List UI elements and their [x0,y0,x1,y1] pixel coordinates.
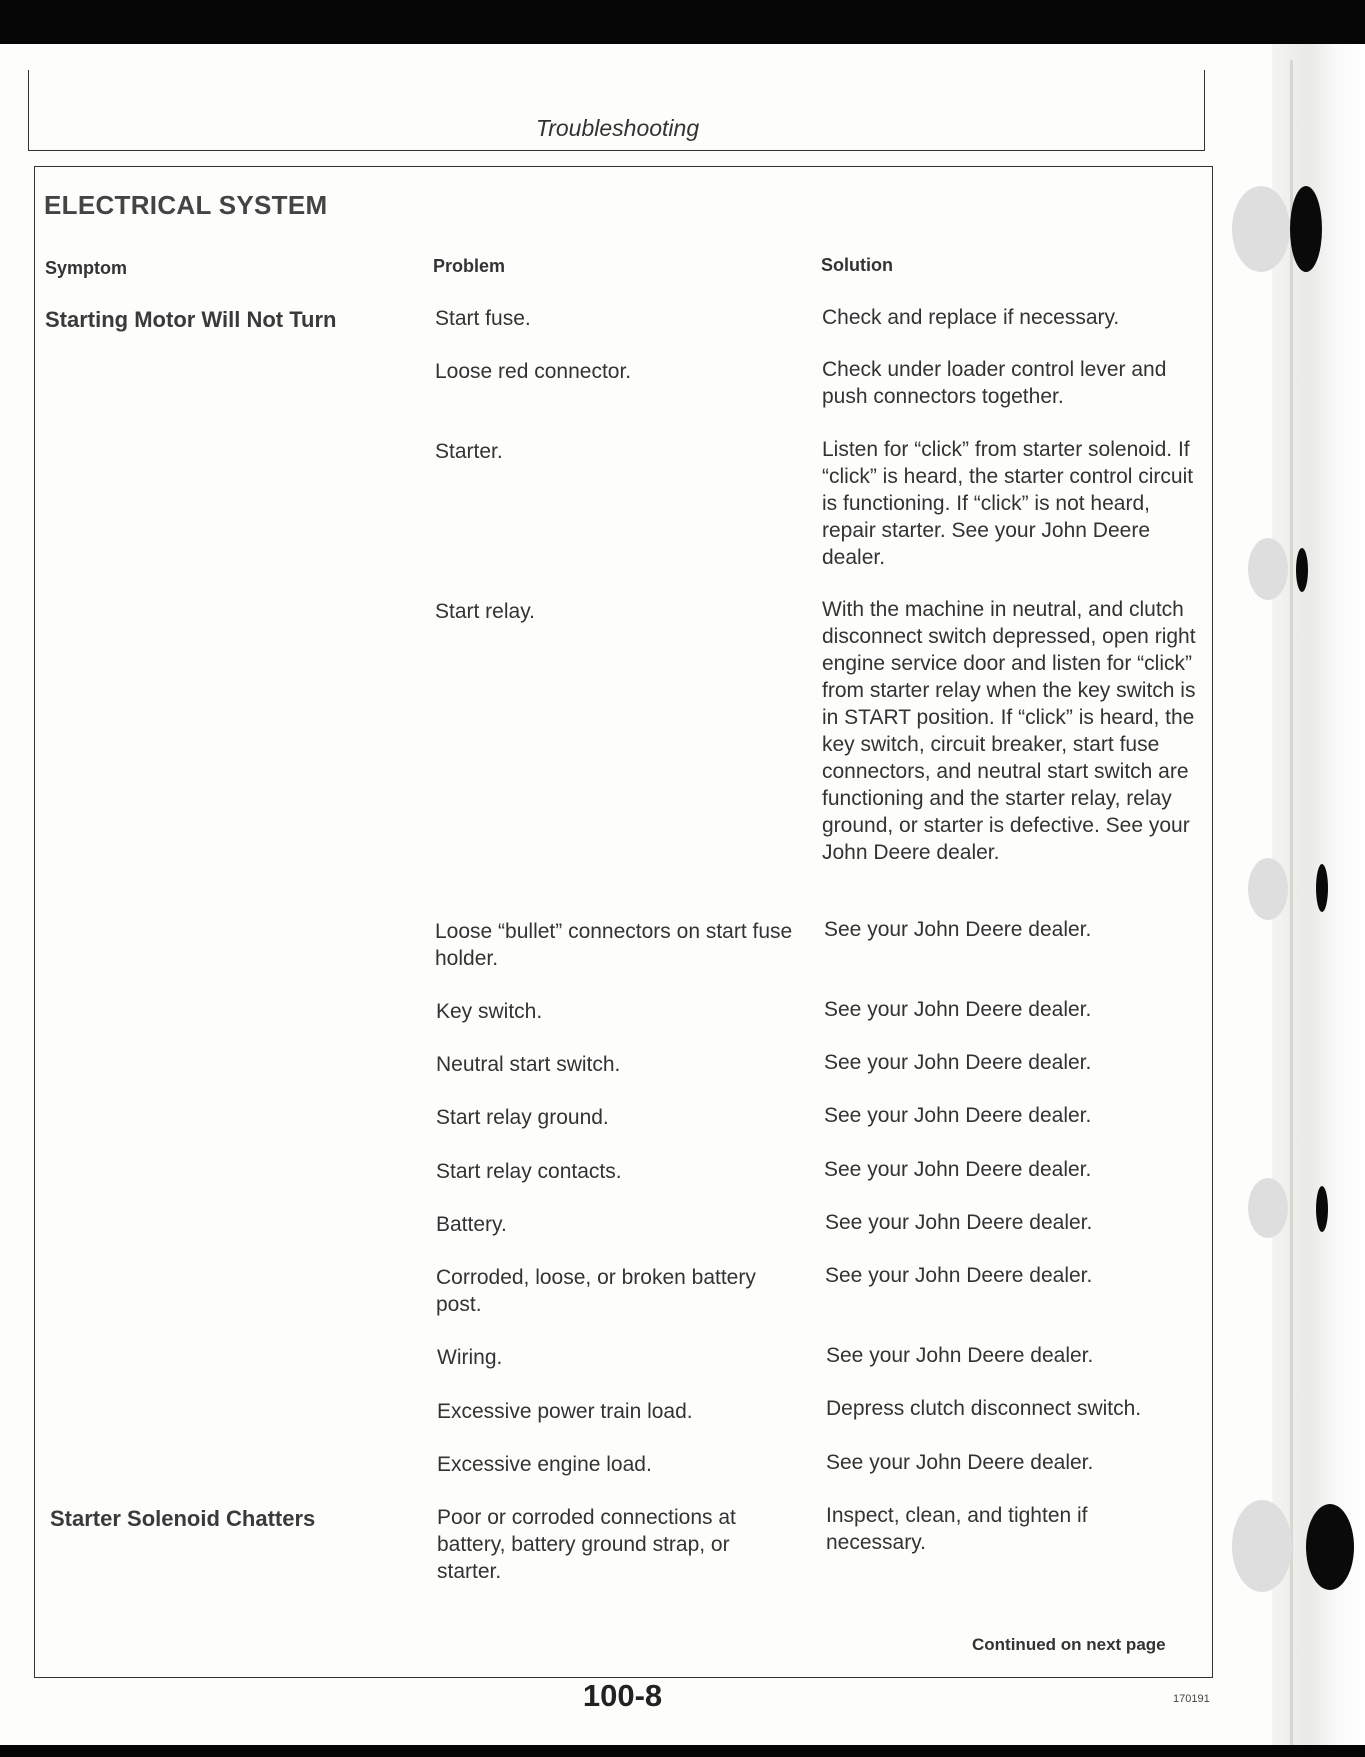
punch-hole-shadow [1248,538,1288,600]
solution-cell: With the machine in neutral, and clutch disconnect switch depressed, open right engine service door and listen for “click” from starter relay when the key switch is in START position. If “click” is heard, the key switch, circuit breaker, start fuse connectors, and neutral start switch are functioning and the starter relay, relay ground, or starter is defective. See your John Deere dealer. [822,598,1196,864]
punch-hole-shadow [1248,858,1288,920]
punch-hole [1306,1504,1354,1590]
solution-cell: Inspect, clean, and tighten if necessary. [826,1504,1088,1554]
document-code: 170191 [1173,1693,1210,1705]
solution-cell: See your John Deere dealer. [824,1158,1092,1181]
problem-cell: Start fuse. [435,307,531,330]
problem-cell: Excessive power train load. [437,1400,693,1423]
continued-note: Continued on next page [972,1635,1166,1654]
problem-cell: Loose red connector. [435,360,632,383]
solution-cell: Listen for “click” from starter solenoid. If “click” is heard, the starter control circuit is functioning. If “click” is not heard, repair starter. See your John Deere dealer. [822,438,1194,569]
problem-cell: Neutral start switch. [436,1053,621,1076]
symptom-starting-motor: Starting Motor Will Not Turn [45,307,337,332]
solution-cell: See your John Deere dealer. [825,1264,1093,1287]
scan-top-border [0,0,1365,44]
problem-cell: Poor or corroded connections at battery, battery ground strap, or starter. [437,1506,736,1583]
problem-cell: Wiring. [437,1346,503,1369]
problem-cell: Start relay. [435,600,535,623]
solution-cell: See your John Deere dealer. [825,1211,1093,1234]
problem-cell: Key switch. [436,1000,543,1023]
punch-hole [1316,1186,1328,1232]
solution-cell: See your John Deere dealer. [824,1051,1092,1074]
running-head: Troubleshooting [535,115,700,141]
problem-cell: Start relay contacts. [436,1160,622,1183]
column-header-symptom: Symptom [45,258,128,278]
problem-cell: Start relay ground. [436,1106,609,1129]
problem-cell: Excessive engine load. [437,1453,652,1476]
column-header-solution: Solution [821,255,893,275]
solution-cell: See your John Deere dealer. [824,1104,1092,1127]
solution-cell: See your John Deere dealer. [826,1451,1094,1474]
problem-cell: Battery. [436,1213,507,1236]
scan-bottom-border [0,1745,1365,1757]
punch-hole [1290,186,1322,272]
punch-hole [1316,864,1328,912]
solution-cell: See your John Deere dealer. [824,918,1092,941]
solution-cell: See your John Deere dealer. [824,998,1092,1021]
binder-fold-line [1290,60,1293,1745]
problem-cell: Loose “bullet” connectors on start fuse holder. [435,920,793,970]
punch-hole [1296,548,1308,592]
punch-hole-shadow [1232,186,1290,272]
punch-hole-shadow [1232,1500,1292,1592]
section-title: ELECTRICAL SYSTEM [44,190,328,220]
solution-cell: Check and replace if necessary. [822,306,1120,329]
problem-cell: Corroded, loose, or broken battery post. [436,1266,756,1316]
problem-cell: Starter. [435,440,503,463]
solution-cell: Depress clutch disconnect switch. [826,1397,1142,1420]
symptom-solenoid-chatters: Starter Solenoid Chatters [50,1506,316,1531]
solution-cell: Check under loader control lever and push connectors together. [822,358,1167,408]
page-number: 100-8 [582,1678,663,1713]
punch-hole-shadow [1248,1178,1288,1238]
solution-cell: See your John Deere dealer. [826,1344,1094,1367]
column-header-problem: Problem [433,256,506,276]
